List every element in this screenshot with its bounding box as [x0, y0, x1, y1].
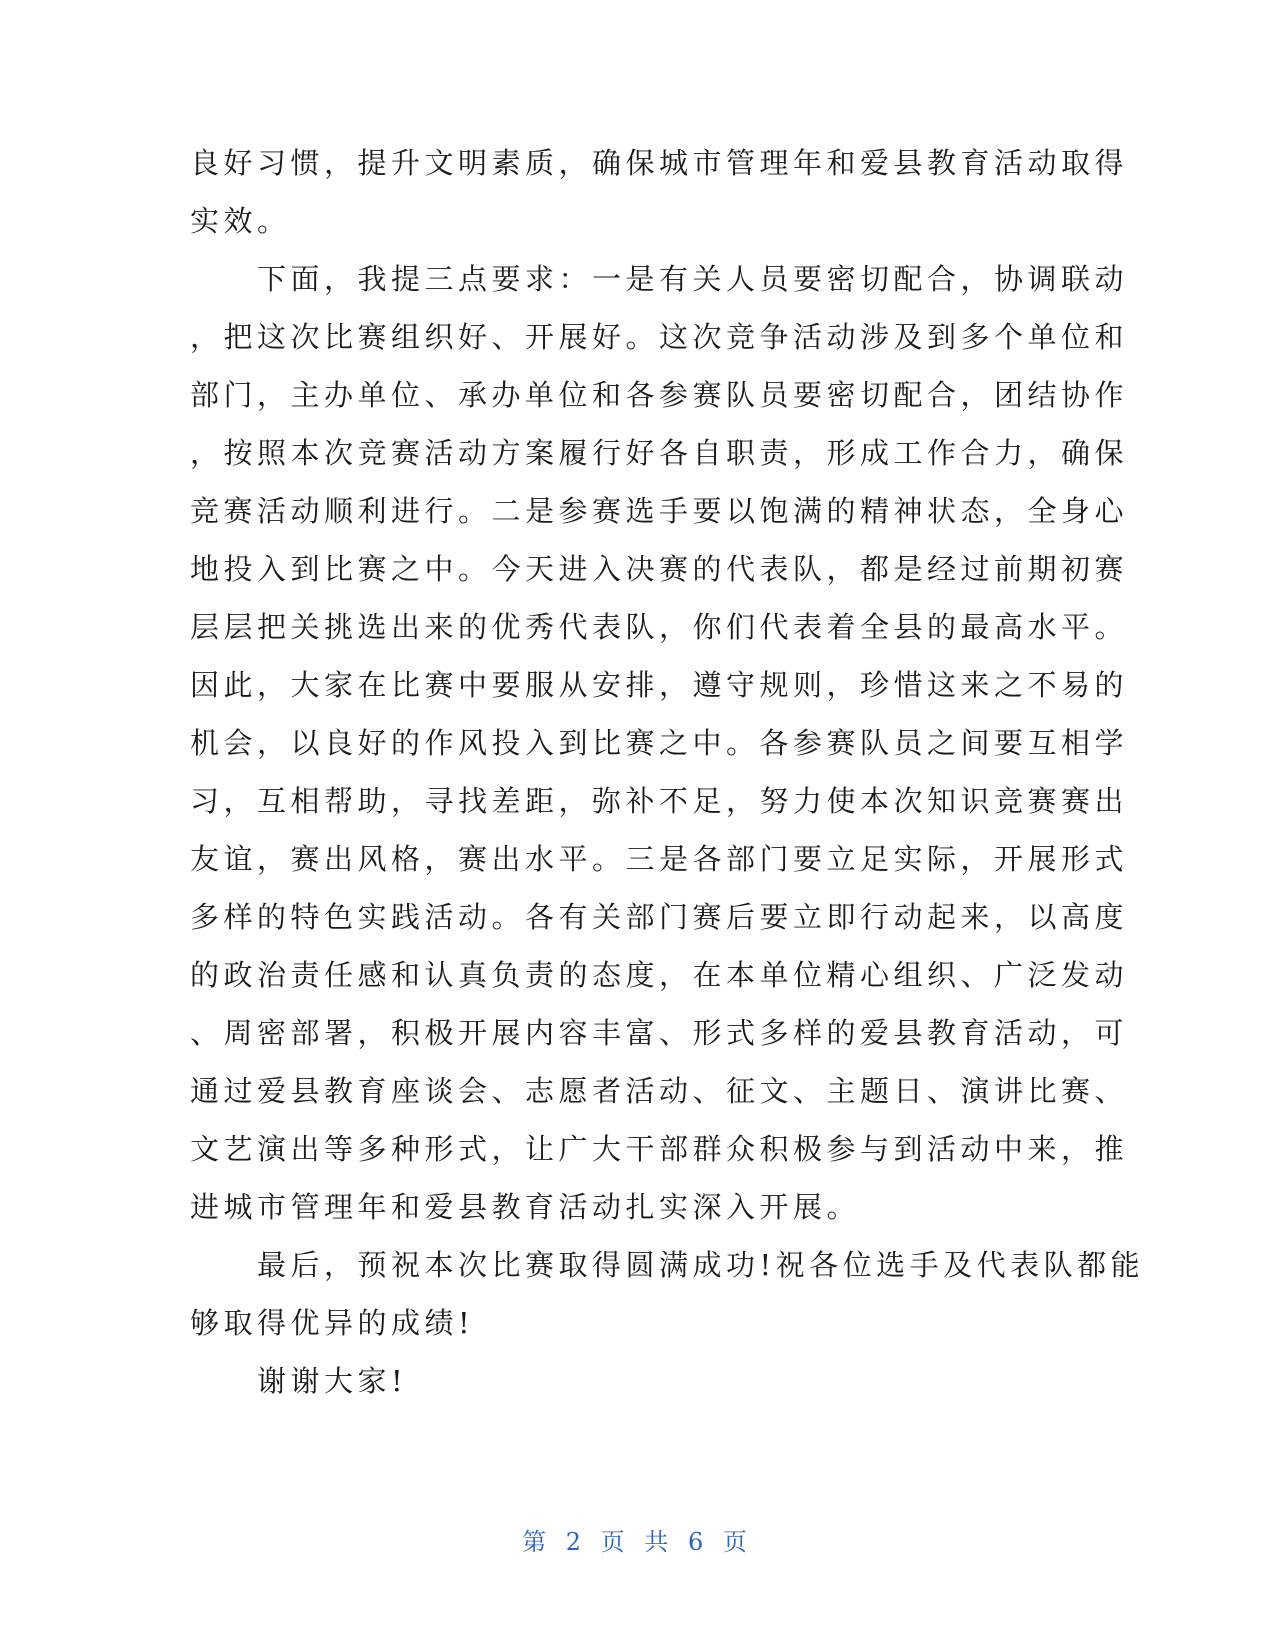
paragraph-line: 最后，预祝本次比赛取得圆满成功!祝各位选手及代表队都能	[190, 1248, 1145, 1282]
paragraph-line: ，按照本次竞赛活动方案履行好各自职责，形成工作合力，确保	[190, 436, 1129, 470]
paragraph-line: 良好习惯，提升文明素质，确保城市管理年和爱县教育活动取得	[190, 146, 1129, 180]
paragraph-line: 下面，我提三点要求：一是有关人员要密切配合，协调联动	[190, 262, 1129, 296]
paragraph-line: 、周密部署，积极开展内容丰富、形式多样的爱县教育活动，可	[190, 1016, 1129, 1050]
paragraph-line: 多样的特色实践活动。各有关部门赛后要立即行动起来，以高度	[190, 900, 1129, 934]
paragraph-line: 因此，大家在比赛中要服从安排，遵守规则，珍惜这来之不易的	[190, 668, 1129, 702]
page-number-footer: 第 2 页 共 6 页	[522, 1528, 753, 1556]
paragraph-line: 机会，以良好的作风投入到比赛之中。各参赛队员之间要互相学	[190, 726, 1129, 760]
paragraph-line: ，把这次比赛组织好、开展好。这次竞争活动涉及到多个单位和	[190, 320, 1129, 354]
paragraph-line: 友谊，赛出风格，赛出水平。三是各部门要立足实际，开展形式	[190, 842, 1129, 876]
paragraph-line: 层层把关挑选出来的优秀代表队，你们代表着全县的最高水平。	[190, 610, 1129, 644]
paragraph-line: 进城市管理年和爱县教育活动扎实深入开展。	[190, 1190, 861, 1224]
paragraph-line: 谢谢大家!	[190, 1364, 408, 1398]
paragraph-line: 够取得优异的成绩!	[190, 1306, 475, 1340]
paragraph-line: 习，互相帮助，寻找差距，弥补不足，努力使本次知识竞赛赛出	[190, 784, 1129, 818]
paragraph-line: 竞赛活动顺利进行。二是参赛选手要以饱满的精神状态，全身心	[190, 494, 1129, 528]
paragraph-line: 部门，主办单位、承办单位和各参赛队员要密切配合，团结协作	[190, 378, 1129, 412]
paragraph-line: 地投入到比赛之中。今天进入决赛的代表队，都是经过前期初赛	[190, 552, 1129, 586]
paragraph-line: 文艺演出等多种形式，让广大干部群众积极参与到活动中来，推	[190, 1132, 1129, 1166]
paragraph-line: 的政治责任感和认真负责的态度，在本单位精心组织、广泛发动	[190, 958, 1129, 992]
paragraph-line: 通过爱县教育座谈会、志愿者活动、征文、主题日、演讲比赛、	[190, 1074, 1129, 1108]
paragraph-line: 实效。	[190, 204, 291, 238]
